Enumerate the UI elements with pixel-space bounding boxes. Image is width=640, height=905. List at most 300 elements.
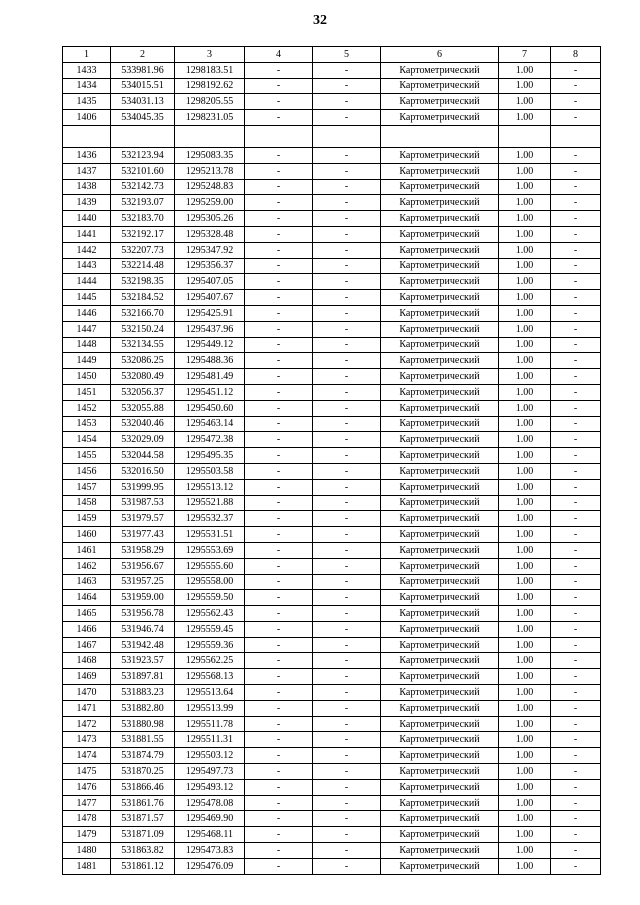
y-coordinate-cell: 1295437.96 — [175, 321, 245, 337]
table-row — [63, 163, 601, 179]
col8-cell: - — [551, 827, 601, 843]
col4-cell — [245, 125, 313, 147]
col4-cell: - — [245, 606, 313, 622]
col4-cell: - — [245, 621, 313, 637]
col4-cell: - — [245, 94, 313, 110]
table-row — [63, 795, 601, 811]
x-coordinate-cell: 531882.80 — [111, 700, 175, 716]
method-cell: Картометрический — [381, 621, 499, 637]
column-header-6: 6 — [381, 47, 499, 63]
x-coordinate-cell: 531861.12 — [111, 858, 175, 874]
x-coordinate-cell: 532166.70 — [111, 305, 175, 321]
point-number-cell: 1438 — [63, 179, 111, 195]
x-coordinate-cell: 531874.79 — [111, 748, 175, 764]
col8-cell: - — [551, 305, 601, 321]
x-coordinate-cell: 531956.78 — [111, 606, 175, 622]
table-row — [63, 732, 601, 748]
accuracy-cell: 1.00 — [499, 94, 551, 110]
method-cell: Картометрический — [381, 606, 499, 622]
point-number-cell: 1434 — [63, 78, 111, 94]
table-row — [63, 432, 601, 448]
point-number-cell: 1433 — [63, 62, 111, 78]
col8-cell: - — [551, 574, 601, 590]
x-coordinate-cell: 531999.95 — [111, 479, 175, 495]
x-coordinate-cell: 532056.37 — [111, 384, 175, 400]
table-row — [63, 716, 601, 732]
table-row — [63, 527, 601, 543]
point-number-cell: 1467 — [63, 637, 111, 653]
table-row — [63, 321, 601, 337]
point-number-cell: 1456 — [63, 463, 111, 479]
table-row — [63, 195, 601, 211]
accuracy-cell: 1.00 — [499, 685, 551, 701]
point-number-cell: 1435 — [63, 94, 111, 110]
accuracy-cell: 1.00 — [499, 653, 551, 669]
col4-cell: - — [245, 448, 313, 464]
point-number-cell: 1453 — [63, 416, 111, 432]
col8-cell: - — [551, 353, 601, 369]
col4-cell: - — [245, 732, 313, 748]
col4-cell: - — [245, 542, 313, 558]
y-coordinate-cell: 1295562.25 — [175, 653, 245, 669]
y-coordinate-cell: 1295356.37 — [175, 258, 245, 274]
col4-cell: - — [245, 305, 313, 321]
y-coordinate-cell: 1295472.38 — [175, 432, 245, 448]
table-row — [63, 858, 601, 874]
accuracy-cell: 1.00 — [499, 78, 551, 94]
method-cell: Картометрический — [381, 211, 499, 227]
col8-cell: - — [551, 195, 601, 211]
y-coordinate-cell: 1295513.99 — [175, 700, 245, 716]
point-number-cell: 1470 — [63, 685, 111, 701]
col8-cell: - — [551, 669, 601, 685]
x-coordinate-cell: 532016.50 — [111, 463, 175, 479]
col4-cell: - — [245, 685, 313, 701]
table-header — [63, 47, 601, 63]
col5-cell: - — [313, 384, 381, 400]
col8-cell: - — [551, 384, 601, 400]
col5-cell: - — [313, 843, 381, 859]
method-cell: Картометрический — [381, 843, 499, 859]
accuracy-cell: 1.00 — [499, 811, 551, 827]
table-row — [63, 305, 601, 321]
col4-cell: - — [245, 558, 313, 574]
accuracy-cell: 1.00 — [499, 843, 551, 859]
point-number-cell: 1445 — [63, 290, 111, 306]
col8-cell: - — [551, 226, 601, 242]
method-cell: Картометрический — [381, 400, 499, 416]
table-row — [63, 653, 601, 669]
x-coordinate-cell: 531897.81 — [111, 669, 175, 685]
y-coordinate-cell: 1295468.11 — [175, 827, 245, 843]
y-coordinate-cell: 1298231.05 — [175, 110, 245, 126]
column-header-8: 8 — [551, 47, 601, 63]
x-coordinate-cell: 534045.35 — [111, 110, 175, 126]
col8-cell: - — [551, 62, 601, 78]
col8-cell: - — [551, 621, 601, 637]
method-cell: Картометрический — [381, 716, 499, 732]
col8-cell: - — [551, 653, 601, 669]
x-coordinate-cell: 532207.73 — [111, 242, 175, 258]
y-coordinate-cell: 1295558.00 — [175, 574, 245, 590]
col8-cell: - — [551, 163, 601, 179]
col4-cell: - — [245, 147, 313, 163]
col4-cell: - — [245, 416, 313, 432]
x-coordinate-cell: 531866.46 — [111, 779, 175, 795]
col8-cell: - — [551, 242, 601, 258]
point-number-cell: 1444 — [63, 274, 111, 290]
col5-cell: - — [313, 795, 381, 811]
y-coordinate-cell: 1295305.26 — [175, 211, 245, 227]
y-coordinate-cell: 1295568.13 — [175, 669, 245, 685]
col8-cell: - — [551, 463, 601, 479]
table-row — [63, 337, 601, 353]
col4-cell: - — [245, 290, 313, 306]
col5-cell: - — [313, 858, 381, 874]
y-coordinate-cell — [175, 125, 245, 147]
col5-cell: - — [313, 653, 381, 669]
y-coordinate-cell: 1298183.51 — [175, 62, 245, 78]
header-row — [63, 47, 601, 63]
col8-cell: - — [551, 448, 601, 464]
accuracy-cell: 1.00 — [499, 606, 551, 622]
point-number-cell: 1448 — [63, 337, 111, 353]
col5-cell: - — [313, 574, 381, 590]
table-row — [63, 479, 601, 495]
table-row — [63, 637, 601, 653]
col4-cell: - — [245, 590, 313, 606]
x-coordinate-cell: 532086.25 — [111, 353, 175, 369]
y-coordinate-cell: 1295511.31 — [175, 732, 245, 748]
point-number-cell: 1465 — [63, 606, 111, 622]
method-cell: Картометрический — [381, 495, 499, 511]
table-row — [63, 400, 601, 416]
col4-cell: - — [245, 321, 313, 337]
accuracy-cell: 1.00 — [499, 716, 551, 732]
point-number-cell: 1439 — [63, 195, 111, 211]
accuracy-cell: 1.00 — [499, 732, 551, 748]
x-coordinate-cell: 531987.53 — [111, 495, 175, 511]
table-row — [63, 179, 601, 195]
method-cell: Картометрический — [381, 764, 499, 780]
col8-cell: - — [551, 416, 601, 432]
y-coordinate-cell: 1295513.64 — [175, 685, 245, 701]
x-coordinate-cell: 532055.88 — [111, 400, 175, 416]
x-coordinate-cell: 532029.09 — [111, 432, 175, 448]
method-cell: Картометрический — [381, 795, 499, 811]
y-coordinate-cell: 1295328.48 — [175, 226, 245, 242]
col8-cell: - — [551, 369, 601, 385]
point-number-cell: 1476 — [63, 779, 111, 795]
table-row — [63, 147, 601, 163]
x-coordinate-cell: 532192.17 — [111, 226, 175, 242]
method-cell: Картометрический — [381, 179, 499, 195]
table-body — [63, 62, 601, 874]
col4-cell: - — [245, 400, 313, 416]
col4-cell: - — [245, 78, 313, 94]
accuracy-cell: 1.00 — [499, 542, 551, 558]
method-cell: Картометрический — [381, 78, 499, 94]
col4-cell: - — [245, 432, 313, 448]
x-coordinate-cell: 531871.57 — [111, 811, 175, 827]
method-cell — [381, 125, 499, 147]
accuracy-cell: 1.00 — [499, 511, 551, 527]
table-row — [63, 242, 601, 258]
accuracy-cell: 1.00 — [499, 669, 551, 685]
method-cell: Картометрический — [381, 226, 499, 242]
table-row — [63, 495, 601, 511]
col5-cell: - — [313, 305, 381, 321]
column-header-5: 5 — [313, 47, 381, 63]
y-coordinate-cell: 1295521.88 — [175, 495, 245, 511]
point-number-cell: 1479 — [63, 827, 111, 843]
x-coordinate-cell: 532184.52 — [111, 290, 175, 306]
column-header-2: 2 — [111, 47, 175, 63]
table-row — [63, 78, 601, 94]
col5-cell: - — [313, 258, 381, 274]
x-coordinate-cell: 531957.25 — [111, 574, 175, 590]
x-coordinate-cell: 533981.96 — [111, 62, 175, 78]
col4-cell: - — [245, 669, 313, 685]
y-coordinate-cell: 1295213.78 — [175, 163, 245, 179]
col5-cell: - — [313, 242, 381, 258]
point-number-cell: 1458 — [63, 495, 111, 511]
y-coordinate-cell: 1295559.50 — [175, 590, 245, 606]
col4-cell: - — [245, 369, 313, 385]
col8-cell: - — [551, 590, 601, 606]
y-coordinate-cell: 1298205.55 — [175, 94, 245, 110]
col8-cell: - — [551, 858, 601, 874]
col4-cell: - — [245, 795, 313, 811]
column-header-4: 4 — [245, 47, 313, 63]
col5-cell: - — [313, 621, 381, 637]
point-number-cell: 1463 — [63, 574, 111, 590]
table-row — [63, 110, 601, 126]
method-cell: Картометрический — [381, 479, 499, 495]
accuracy-cell: 1.00 — [499, 211, 551, 227]
point-number-cell: 1406 — [63, 110, 111, 126]
point-number-cell: 1442 — [63, 242, 111, 258]
col8-cell: - — [551, 110, 601, 126]
col5-cell: - — [313, 637, 381, 653]
col4-cell: - — [245, 463, 313, 479]
col4-cell: - — [245, 226, 313, 242]
table-row — [63, 748, 601, 764]
y-coordinate-cell: 1295083.35 — [175, 147, 245, 163]
point-number-cell: 1472 — [63, 716, 111, 732]
accuracy-cell: 1.00 — [499, 242, 551, 258]
y-coordinate-cell: 1295488.36 — [175, 353, 245, 369]
y-coordinate-cell: 1295425.91 — [175, 305, 245, 321]
x-coordinate-cell: 531942.48 — [111, 637, 175, 653]
method-cell: Картометрический — [381, 290, 499, 306]
point-number-cell: 1478 — [63, 811, 111, 827]
col5-cell: - — [313, 195, 381, 211]
accuracy-cell: 1.00 — [499, 321, 551, 337]
accuracy-cell: 1.00 — [499, 337, 551, 353]
accuracy-cell: 1.00 — [499, 590, 551, 606]
point-number-cell: 1437 — [63, 163, 111, 179]
accuracy-cell: 1.00 — [499, 62, 551, 78]
col5-cell: - — [313, 78, 381, 94]
accuracy-cell: 1.00 — [499, 290, 551, 306]
y-coordinate-cell: 1295503.12 — [175, 748, 245, 764]
y-coordinate-cell: 1295497.73 — [175, 764, 245, 780]
column-header-1: 1 — [63, 47, 111, 63]
page-number: 32 — [313, 13, 327, 28]
method-cell: Картометрический — [381, 542, 499, 558]
col8-cell: - — [551, 637, 601, 653]
table-row — [63, 811, 601, 827]
method-cell: Картометрический — [381, 369, 499, 385]
accuracy-cell: 1.00 — [499, 764, 551, 780]
accuracy-cell: 1.00 — [499, 305, 551, 321]
method-cell: Картометрический — [381, 274, 499, 290]
x-coordinate-cell: 532080.49 — [111, 369, 175, 385]
accuracy-cell: 1.00 — [499, 179, 551, 195]
method-cell: Картометрический — [381, 858, 499, 874]
table-separator-row — [63, 125, 601, 147]
coordinates-table — [62, 46, 601, 875]
col5-cell: - — [313, 432, 381, 448]
col5-cell: - — [313, 179, 381, 195]
x-coordinate-cell: 531871.09 — [111, 827, 175, 843]
x-coordinate-cell: 532040.46 — [111, 416, 175, 432]
col5-cell: - — [313, 290, 381, 306]
col5-cell: - — [313, 321, 381, 337]
method-cell: Картометрический — [381, 748, 499, 764]
col5-cell: - — [313, 62, 381, 78]
x-coordinate-cell: 531863.82 — [111, 843, 175, 859]
x-coordinate-cell: 534031.13 — [111, 94, 175, 110]
col8-cell: - — [551, 211, 601, 227]
method-cell: Картометрический — [381, 669, 499, 685]
method-cell: Картометрический — [381, 147, 499, 163]
col5-cell: - — [313, 448, 381, 464]
method-cell: Картометрический — [381, 700, 499, 716]
table-row — [63, 511, 601, 527]
point-number-cell: 1466 — [63, 621, 111, 637]
col4-cell: - — [245, 195, 313, 211]
method-cell: Картометрический — [381, 195, 499, 211]
y-coordinate-cell: 1295476.09 — [175, 858, 245, 874]
x-coordinate-cell: 531923.57 — [111, 653, 175, 669]
col8-cell: - — [551, 511, 601, 527]
col8-cell: - — [551, 748, 601, 764]
col5-cell: - — [313, 669, 381, 685]
col8-cell: - — [551, 843, 601, 859]
x-coordinate-cell: 532044.58 — [111, 448, 175, 464]
method-cell: Картометрический — [381, 258, 499, 274]
table-row — [63, 764, 601, 780]
col4-cell: - — [245, 716, 313, 732]
col8-cell: - — [551, 542, 601, 558]
method-cell: Картометрический — [381, 305, 499, 321]
method-cell: Картометрический — [381, 62, 499, 78]
method-cell: Картометрический — [381, 811, 499, 827]
col4-cell: - — [245, 353, 313, 369]
y-coordinate-cell: 1295463.14 — [175, 416, 245, 432]
point-number-cell: 1449 — [63, 353, 111, 369]
col5-cell: - — [313, 685, 381, 701]
x-coordinate-cell: 531880.98 — [111, 716, 175, 732]
accuracy-cell: 1.00 — [499, 637, 551, 653]
col8-cell: - — [551, 716, 601, 732]
table-row — [63, 369, 601, 385]
point-number-cell: 1447 — [63, 321, 111, 337]
col8-cell: - — [551, 811, 601, 827]
x-coordinate-cell: 534015.51 — [111, 78, 175, 94]
point-number-cell: 1459 — [63, 511, 111, 527]
point-number-cell: 1471 — [63, 700, 111, 716]
point-number-cell — [63, 125, 111, 147]
col5-cell: - — [313, 495, 381, 511]
y-coordinate-cell: 1295511.78 — [175, 716, 245, 732]
accuracy-cell: 1.00 — [499, 463, 551, 479]
col5-cell: - — [313, 110, 381, 126]
col4-cell: - — [245, 748, 313, 764]
y-coordinate-cell: 1295469.90 — [175, 811, 245, 827]
col5-cell: - — [313, 558, 381, 574]
col5-cell: - — [313, 511, 381, 527]
table-row — [63, 590, 601, 606]
method-cell: Картометрический — [381, 653, 499, 669]
col5-cell: - — [313, 163, 381, 179]
method-cell: Картометрический — [381, 110, 499, 126]
y-coordinate-cell: 1295531.51 — [175, 527, 245, 543]
point-number-cell: 1473 — [63, 732, 111, 748]
method-cell: Картометрический — [381, 448, 499, 464]
x-coordinate-cell: 531861.76 — [111, 795, 175, 811]
table-row — [63, 448, 601, 464]
col4-cell: - — [245, 527, 313, 543]
accuracy-cell: 1.00 — [499, 258, 551, 274]
table-row — [63, 685, 601, 701]
col4-cell: - — [245, 62, 313, 78]
col5-cell: - — [313, 748, 381, 764]
accuracy-cell: 1.00 — [499, 558, 551, 574]
col4-cell: - — [245, 479, 313, 495]
accuracy-cell: 1.00 — [499, 858, 551, 874]
y-coordinate-cell: 1295493.12 — [175, 779, 245, 795]
col8-cell: - — [551, 274, 601, 290]
col8-cell: - — [551, 700, 601, 716]
col8-cell: - — [551, 321, 601, 337]
table-row — [63, 463, 601, 479]
col5-cell: - — [313, 211, 381, 227]
col8-cell: - — [551, 78, 601, 94]
accuracy-cell: 1.00 — [499, 432, 551, 448]
x-coordinate-cell: 532101.60 — [111, 163, 175, 179]
col8-cell: - — [551, 495, 601, 511]
y-coordinate-cell: 1295495.35 — [175, 448, 245, 464]
accuracy-cell: 1.00 — [499, 274, 551, 290]
table-row — [63, 574, 601, 590]
accuracy-cell — [499, 125, 551, 147]
table-row — [63, 290, 601, 306]
col4-cell: - — [245, 779, 313, 795]
col4-cell: - — [245, 110, 313, 126]
col8-cell: - — [551, 606, 601, 622]
point-number-cell: 1443 — [63, 258, 111, 274]
accuracy-cell: 1.00 — [499, 400, 551, 416]
col8-cell: - — [551, 432, 601, 448]
table-row — [63, 558, 601, 574]
col4-cell: - — [245, 574, 313, 590]
col8-cell: - — [551, 779, 601, 795]
point-number-cell: 1481 — [63, 858, 111, 874]
y-coordinate-cell: 1295478.08 — [175, 795, 245, 811]
